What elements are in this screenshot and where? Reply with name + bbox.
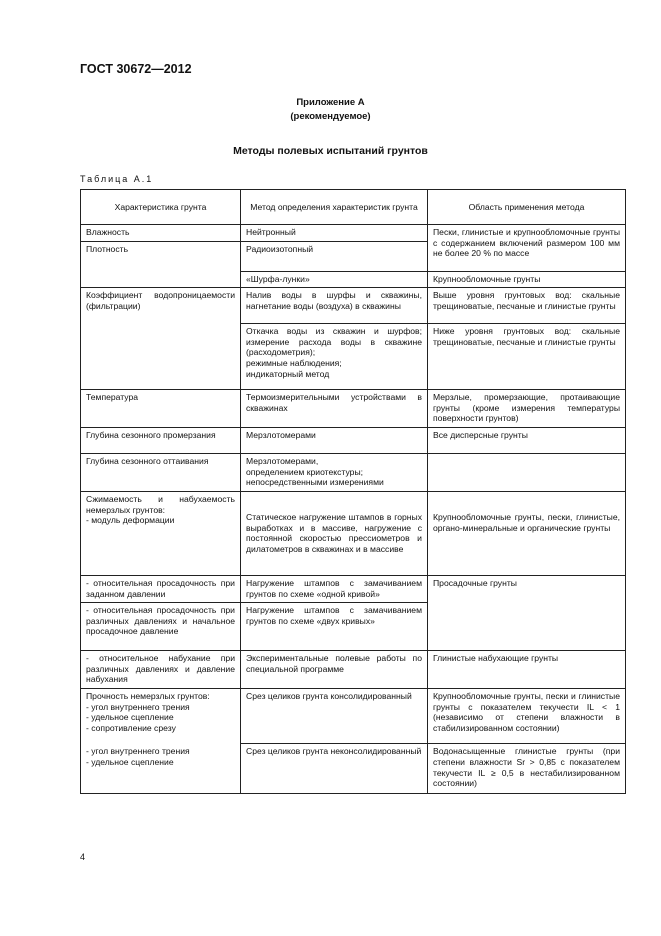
cell-application: [428, 491, 626, 575]
cell-characteristic: - угол внутреннего трения - удельное сцепление: [81, 744, 241, 794]
cell-method: Мерзлотомерами, определением криотекстуры; непосредственными измерениями: [241, 453, 428, 491]
cell-method: Мерзлотомерами: [241, 427, 428, 453]
cell-application: Водонасыщенные глинистые грунты (при степени влажности Sr > 0,85 с показателем текучести IL ≥ 0,5 в нестабилизированном состоянии): [428, 744, 626, 794]
cell-method: Термоизмерительными устройствами в скважинах: [241, 390, 428, 428]
appendix-note: (рекомендуемое): [290, 111, 371, 122]
cell-characteristic: Плотность: [81, 241, 241, 288]
cell-method: Нагружение штампов с замачиванием грунтов по схеме «одной кривой»: [241, 575, 428, 602]
table-row: [81, 575, 626, 602]
compressibility-heading: Сжимаемость и набухаемость немерзлых грунтов:: [86, 493, 235, 515]
cell-application: Крупнообломочные грунты, пески и глинистые грунты с показателем текучести IL < 1 (независимо от степени влажности в стабилизированном состоянии): [428, 688, 626, 744]
cell-method: [241, 491, 428, 575]
cell-application: Глинистые набухающие грунты: [428, 651, 626, 689]
cell-characteristic: Влажность: [81, 225, 241, 242]
cell-characteristic: - относительное набухание при различных давлениях и давление набухания: [81, 651, 241, 689]
cell-application: Ниже уровня грунтовых вод: скальные трещиноватые, песчаные и глинистые грунты: [428, 324, 626, 390]
table-row: [81, 225, 626, 242]
deformation-modulus-item: - модуль деформации: [86, 515, 175, 526]
table-row: [81, 453, 626, 491]
cell-method: «Шурфа-лунки»: [241, 271, 428, 288]
table-row: [81, 491, 626, 575]
cell-characteristic: [81, 491, 241, 575]
cell-application: Все дисперсные грунты: [428, 427, 626, 453]
table-row: [81, 288, 626, 324]
cell-application: Просадочные грунты: [428, 575, 626, 650]
cell-method: Нейтронный: [241, 225, 428, 242]
cell-method: Экспериментальные полевые работы по специальной программе: [241, 651, 428, 689]
cell-characteristic: - относительная просадочность при заданном давлении: [81, 575, 241, 602]
table-row: [81, 688, 626, 744]
methods-table: [80, 189, 626, 794]
header-characteristic: Характеристика грунта: [81, 190, 241, 225]
cell-application: [428, 453, 626, 491]
section-title: Методы полевых испытаний грунтов: [233, 145, 428, 157]
cell-characteristic: Прочность немерзлых грунтов: - угол внутреннего трения - удельное сцепление - сопротивление срезу: [81, 688, 241, 744]
header-method: Метод определения характеристик грунта: [241, 190, 428, 225]
cell-application: Пески, глинистые и крупнообломочные грунты с содержанием включений размером 100 мм не более 20 % по массе: [428, 225, 626, 272]
page-number: 4: [80, 852, 86, 862]
cell-characteristic: Температура: [81, 390, 241, 428]
cell-characteristic: - относительная просадочность при различных давлениях и начальное просадочное давление: [81, 603, 241, 651]
cell-application-text: Крупнообломочные грунты, пески, глинистые, органо-минеральные и органические грунты: [433, 511, 620, 533]
table-header-row: [81, 190, 626, 225]
cell-method: Нагружение штампов с замачиванием грунтов по схеме «двух кривых»: [241, 603, 428, 651]
cell-method: Откачка воды из скважин и шурфов; измерение расхода воды в скважине (расходометрия); режимные наблюдения; индикаторный метод: [241, 324, 428, 390]
cell-method-text: Статическое нагружение штампов в горных выработках и в массиве, нагружение с постоянной скоростью прессиометров и дилатометров в скважинах и в массиве: [246, 511, 422, 554]
table-row: [81, 651, 626, 689]
cell-method: Радиоизотопный: [241, 241, 428, 271]
cell-characteristic: Глубина сезонного оттаивания: [81, 453, 241, 491]
table-label: Таблица А.1: [80, 174, 154, 184]
standard-number: ГОСТ 30672—2012: [80, 62, 192, 76]
cell-characteristic: Глубина сезонного промерзания: [81, 427, 241, 453]
appendix-header: [0, 96, 661, 124]
header-application: Область применения метода: [428, 190, 626, 225]
cell-application: Крупнообломочные грунты: [428, 271, 626, 288]
cell-characteristic: Коэффициент водопроницаемости (фильтрации): [81, 288, 241, 390]
cell-application: Выше уровня грунтовых вод: скальные трещиноватые, песчаные и глинистые грунты: [428, 288, 626, 324]
table-row: [81, 390, 626, 428]
table-row: [81, 744, 626, 794]
appendix-title: Приложение А: [296, 97, 365, 108]
cell-method: Срез целиков грунта неконсолидированный: [241, 744, 428, 794]
cell-method: Налив воды в шурфы и скважины, нагнетание воды (воздуха) в скважины: [241, 288, 428, 324]
table-row: [81, 427, 626, 453]
cell-application: Мерзлые, промерзающие, протаивающие грунты (кроме измерения температуры поверхности грунтов): [428, 390, 626, 428]
cell-method: Срез целиков грунта консолидированный: [241, 688, 428, 744]
